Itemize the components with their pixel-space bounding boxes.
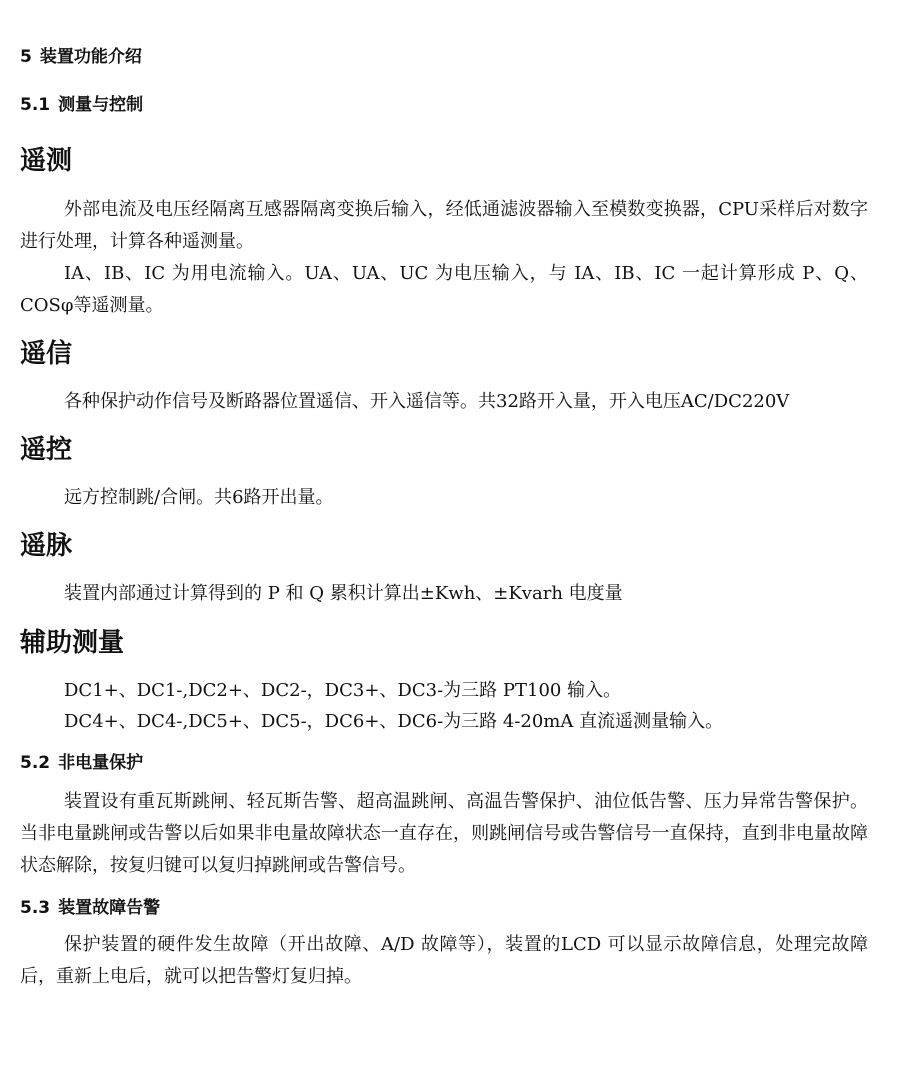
section-title: 装置功能介绍 (39, 47, 142, 67)
section-5-3-heading (20, 897, 160, 919)
section-title: 测量与控制 (58, 95, 144, 115)
section-5-1-heading (20, 94, 143, 116)
telesignal-heading: 遥信 (20, 339, 73, 369)
section-title: 非电量保护 (58, 753, 144, 773)
aux-measurement-line-1: DC1+、DC1-,DC2+、DC2-，DC3+、DC3-为三路 PT100 输入。 (64, 680, 622, 701)
telepulse-paragraph: 装置内部通过计算得到的 P 和 Q 累积计算出±Kwh、±Kvarh 电度量 (64, 583, 623, 604)
section-title: 装置故障告警 (58, 898, 161, 918)
aux-measurement-line-2: DC4+、DC4-,DC5+、DC5-，DC6+、DC6-为三路 4-20mA 直流遥测量输入。 (64, 711, 724, 732)
telecontrol-paragraph: 远方控制跳/合闸。共6路开出量。 (64, 487, 334, 508)
section-5-heading (20, 46, 142, 68)
section-number: 5.1 (20, 95, 51, 115)
nonelectric-protection-paragraph: 装置设有重瓦斯跳闸、轻瓦斯告警、超高温跳闸、高温告警保护、油位低告警、压力异常告警保护。当非电量跳闸或告警以后如果非电量故障状态一直存在，则跳闸信号或告警信号一直保持，直到非电量故障状态解除，按复归键可以复归掉跳闸或告警信号。 (20, 791, 868, 876)
telepulse-heading: 遥脉 (20, 531, 73, 561)
device-fault-alarm-paragraph: 保护装置的硬件发生故障（开出故障、A/D 故障等），装置的LCD 可以显示故障信息，处理完故障后，重新上电后，就可以把告警灯复归掉。 (20, 934, 868, 987)
aux-measurement-heading: 辅助测量 (20, 628, 125, 658)
section-5-2-heading (20, 752, 143, 774)
telemetry-paragraph-1: 外部电流及电压经隔离互感器隔离变换后输入，经低通滤波器输入至模数变换器，CPU采样后对数字进行处理，计算各种遥测量。 (20, 199, 868, 252)
telesignal-paragraph: 各种保护动作信号及断路器位置遥信、开入遥信等。共32路开入量，开入电压AC/DC220V (64, 391, 790, 412)
section-number: 5.3 (20, 898, 51, 918)
telecontrol-heading: 遥控 (20, 435, 73, 465)
telemetry-heading: 遥测 (20, 146, 73, 176)
section-number: 5.2 (20, 753, 51, 773)
telemetry-paragraph-2: IA、IB、IC 为用电流输入。UA、UA、UC 为电压输入，与 IA、IB、IC 一起计算形成 P、Q、COSφ等遥测量。 (20, 263, 868, 316)
section-number: 5 (20, 47, 32, 67)
